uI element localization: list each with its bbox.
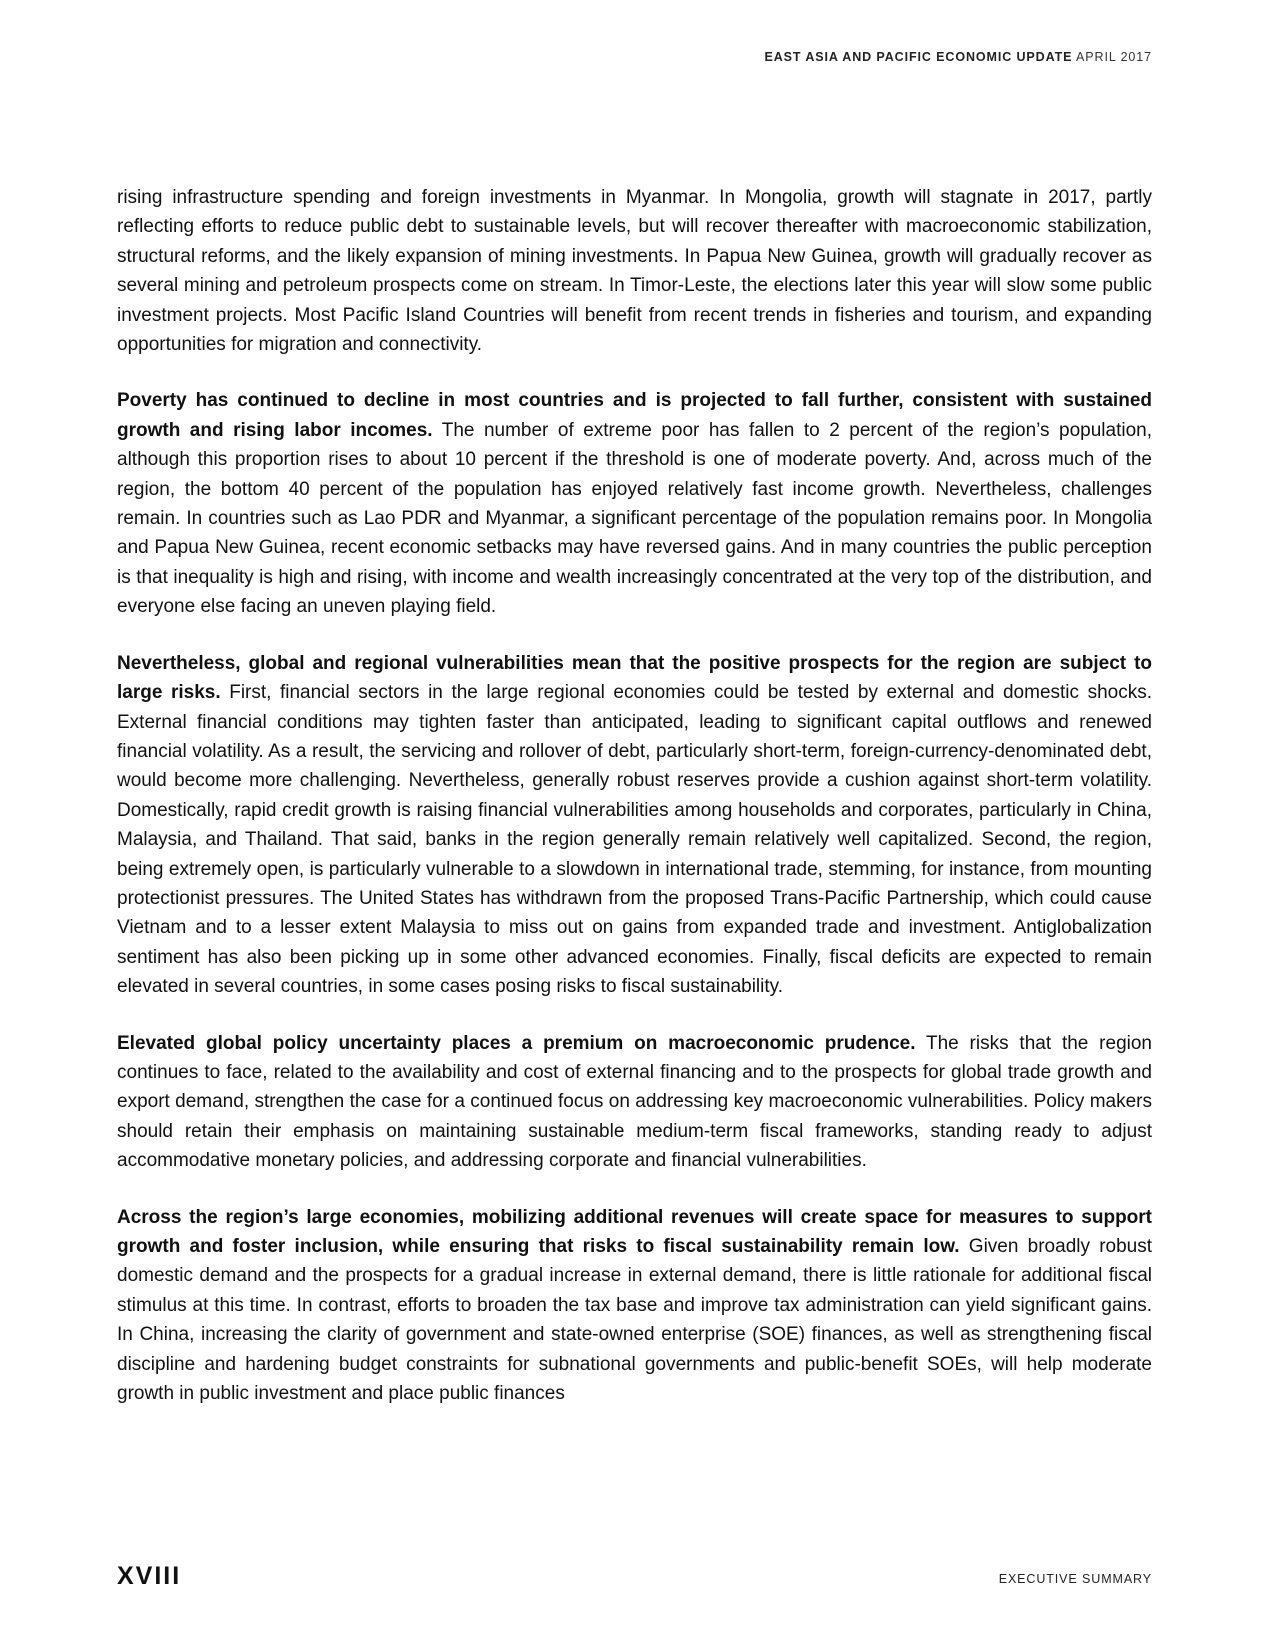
paragraph-lead: Nevertheless, global and regional vulnerabilities mean that the positive prospects for the region are subject to large risks. — [117, 652, 1152, 704]
report-date: APRIL 2017 — [1076, 50, 1152, 64]
paragraph-poverty — [117, 386, 1152, 621]
section-label: EXECUTIVE SUMMARY — [998, 1572, 1152, 1586]
paragraph-lead: Poverty has continued to decline in most countries and is projected to fall further, consistent with sustained growth and rising labor incomes. — [117, 390, 1152, 441]
paragraph-text: The risks that the region continues to face, related to the availability and cost of external financing and to the prospects for global trade growth and export demand, strengthen the case for a continued focus on addressing key macroeconomic vulnerabilities. Policy makers should retain their emphasis on maintaining sustainable medium-term fiscal frameworks, standing ready to adjust accommodative monetary policies, and addressing corporate and financial vulnerabilities. — [117, 1032, 1152, 1172]
paragraph-revenue — [117, 1203, 1152, 1409]
page-number: XVIII — [117, 1562, 182, 1590]
body-text — [117, 183, 1152, 1435]
paragraph-text: The number of extreme poor has fallen to 2 percent of the region’s population, although this proportion rises to about 10 percent if the threshold is one of moderate poverty. And, across much of the region, the bottom 40 percent of the population has enjoyed relatively fast income growth. Nevertheless, challenges remain. In countries such as Lao PDR and Myanmar, a significant percentage of the population remains poor. In Mongolia and Papua New Guinea, recent economic setbacks may have reversed gains. And in many countries the public perception is that inequality is high and rising, with income and wealth increasingly concentrated at the very top of the distribution, and everyone else facing an uneven playing field. — [117, 419, 1152, 618]
paragraph-growth-outlook — [117, 183, 1152, 359]
paragraph-risks — [117, 649, 1152, 1002]
paragraph-text: rising infrastructure spending and foreign investments in Myanmar. In Mongolia, growth will stagnate in 2017, partly reflecting efforts to reduce public debt to sustainable levels, but will recover thereafter with macroeconomic stabilization, structural reforms, and the likely expansion of mining investments. In Papua New Guinea, growth will gradually recover as several mining and petroleum prospects come on stream. In Timor-Leste, the elections later this year will slow some public investment projects. Most Pacific Island Countries will benefit from recent trends in fisheries and tourism, and expanding opportunities for migration and connectivity. — [117, 187, 1152, 356]
paragraph-lead: Elevated global policy uncertainty places a premium on macroeconomic prudence. — [117, 1032, 916, 1054]
paragraph-text: First, financial sectors in the large regional economies could be tested by external and domestic shocks. External financial conditions may tighten faster than anticipated, leading to significant capital outflows and renewed financial volatility. As a result, the servicing and rollover of debt, particularly short-term, foreign-currency-denominated debt, would become more challenging. Nevertheless, generally robust reserves provide a cushion against short-term volatility. Domestically, rapid credit growth is raising financial vulnerabilities among households and corporates, particularly in China, Malaysia, and Thailand. That said, banks in the region generally remain relatively well capitalized. Second, the region, being extremely open, is particularly vulnerable to a slowdown in international trade, stemming, for instance, from mounting protectionist pressures. The United States has withdrawn from the proposed Trans-Pacific Partnership, which could cause Vietnam and to a lesser extent Malaysia to miss out on gains from expanded trade and investment. Antiglobalization sentiment has also been picking up in some other advanced economies. Finally, fiscal deficits are expected to remain elevated in several countries, in some cases posing risks to fiscal sustainability. — [117, 682, 1152, 998]
report-title: EAST ASIA AND PACIFIC ECONOMIC UPDATE — [764, 50, 1073, 64]
paragraph-text: Given broadly robust domestic demand and the prospects for a gradual increase in external demand, there is little rationale for additional fiscal stimulus at this time. In contrast, efforts to broaden the tax base and improve tax administration can yield significant gains. In China, increasing the clarity of government and state-owned enterprise (SOE) finances, as well as strengthening fiscal discipline and hardening budget constraints for subnational governments and public-benefit SOEs, will help moderate growth in public investment and place public finances — [117, 1236, 1153, 1405]
running-header — [765, 50, 1152, 64]
paragraph-lead: Across the region’s large economies, mobilizing additional revenues will create space for measures to support growth and foster inclusion, while ensuring that risks to fiscal sustainability remain low. — [117, 1206, 1152, 1257]
paragraph-macro-prudence — [117, 1029, 1152, 1176]
